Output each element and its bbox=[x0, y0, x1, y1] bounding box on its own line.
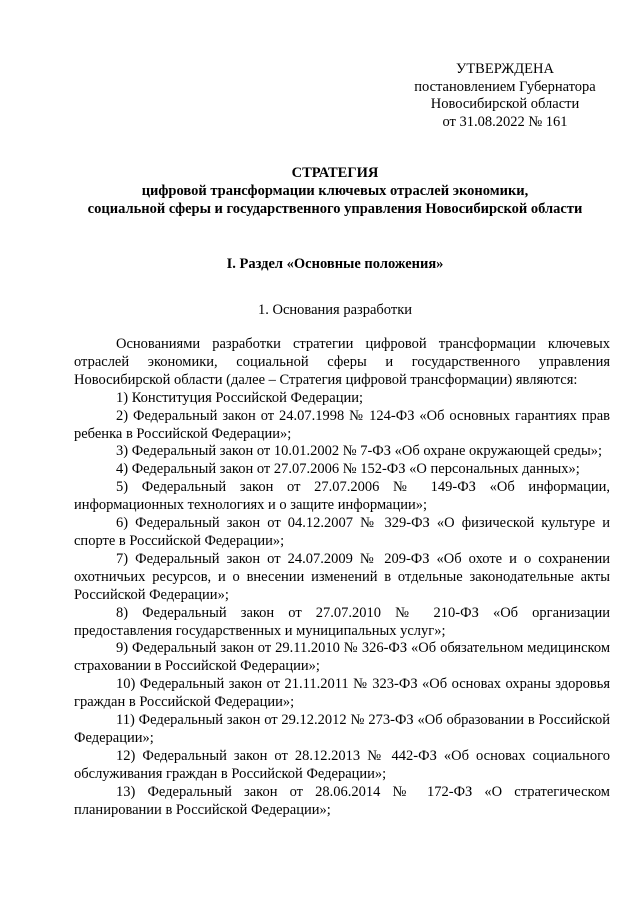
list-item: 9) Федеральный закон от 29.11.2010 № 326-ФЗ «Об обязательном медицинском страховании в Российской Федерации»; bbox=[74, 640, 610, 675]
approval-date-number: от 31.08.2022 № 161 bbox=[442, 113, 568, 130]
list-item: 8) Федеральный закон от 27.07.2010 № 210-ФЗ «Об организации предоставления государственных и муниципальных услуг»; bbox=[74, 604, 610, 639]
list-item: 1) Конституция Российской Федерации; bbox=[116, 389, 363, 406]
list-item: 11) Федеральный закон от 29.12.2012 № 273-ФЗ «Об образовании в Российской Федерации»; bbox=[74, 712, 610, 746]
list-item: 13) Федеральный закон от 28.06.2014 № 172-ФЗ «О стратегическом планировании в Российской Федерации»; bbox=[74, 783, 610, 818]
approval-stamp bbox=[400, 61, 610, 131]
document-title bbox=[30, 164, 640, 218]
list-item: 4) Федеральный закон от 27.07.2006 № 152-ФЗ «О персональных данных»; bbox=[116, 461, 580, 478]
list-item: 2) Федеральный закон от 24.07.1998 № 124-ФЗ «Об основных гарантиях прав ребенка в Российской Федерации»; bbox=[74, 407, 610, 442]
title-line-3: социальной сферы и государственного управления Новосибирской области bbox=[87, 201, 583, 217]
list-item: 6) Федеральный закон от 04.12.2007 № 329-ФЗ «О физической культуре и спорте в Российской Федерации»; bbox=[74, 515, 610, 549]
approval-line-3: Новосибирской области bbox=[430, 96, 580, 112]
intro-paragraph: Основаниями разработки стратегии цифровой трансформации ключевых отраслей экономики, социальной сферы и государственного управления Новосибирской области (далее – Стратегия цифровой трансформации) являются: bbox=[74, 336, 610, 388]
title-line-1: СТРАТЕГИЯ bbox=[291, 165, 379, 181]
list-item: 3) Федеральный закон от 10.01.2002 № 7-ФЗ «Об охране окружающей среды»; bbox=[116, 443, 603, 460]
list-item: 10) Федеральный закон от 21.11.2011 № 323-ФЗ «Об основах охраны здоровья граждан в Российской Федерации»; bbox=[74, 676, 610, 711]
list-item: 5) Федеральный закон от 27.07.2006 № 149-ФЗ «Об информации, информационных технологиях и о защите информации»; bbox=[74, 479, 610, 514]
document-body bbox=[74, 336, 610, 819]
title-line-2: цифровой трансформации ключевых отраслей экономики, bbox=[141, 183, 529, 199]
section-heading: I. Раздел «Основные положения» bbox=[226, 256, 444, 272]
subsection-heading: 1. Основания разработки bbox=[258, 302, 412, 318]
list-item: 12) Федеральный закон от 28.12.2013 № 442-ФЗ «Об основах социального обслуживания граждан в Российской Федерации»; bbox=[74, 747, 610, 782]
approval-line-2: постановлением Губернатора bbox=[414, 78, 596, 95]
list-item: 7) Федеральный закон от 24.07.2009 № 209-ФЗ «Об охоте и о сохранении охотничьих ресурсов, и о внесении изменений в отдельные законодательные акты Российской Федерации»; bbox=[74, 550, 610, 603]
approval-title: УТВЕРЖДЕНА bbox=[456, 61, 554, 77]
